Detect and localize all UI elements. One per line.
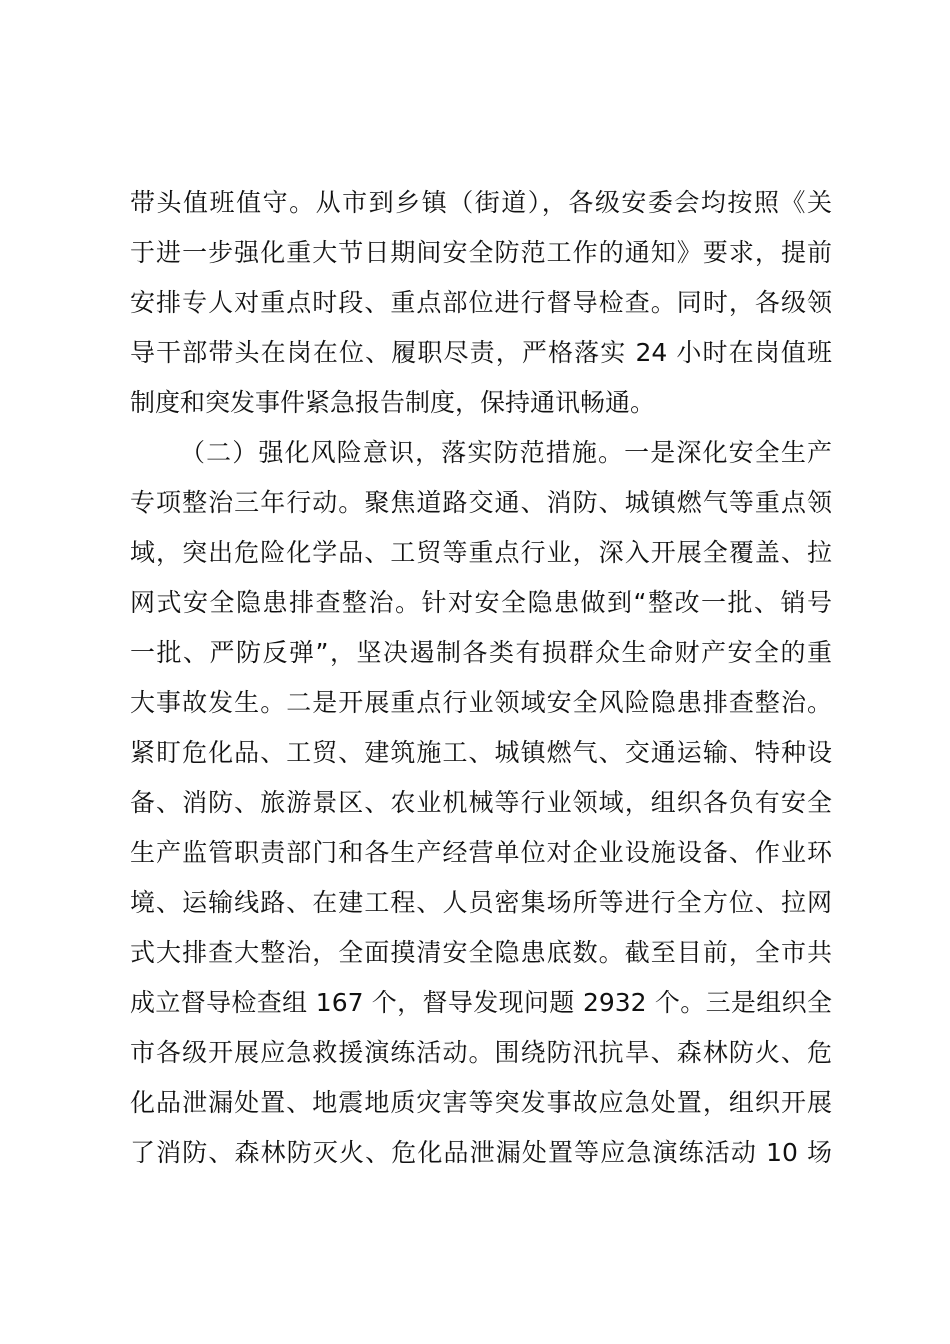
text-line: 紧盯危化品、工贸、建筑施工、城镇燃气、交通运输、特种设 <box>130 738 832 767</box>
text-line: 成立督导检查组 167 个，督导发现问题 2932 个。三是组织全 <box>130 988 832 1017</box>
text-line: 化品泄漏处置、地震地质灾害等突发事故应急处置，组织开展 <box>130 1088 832 1117</box>
text-line: 备、消防、旅游景区、农业机械等行业领域，组织各负有安全 <box>130 788 832 817</box>
text-line: 生产监管职责部门和各生产经营单位对企业设施设备、作业环 <box>130 838 832 867</box>
text-line: 市各级开展应急救援演练活动。围绕防汛抗旱、森林防火、危 <box>130 1038 832 1067</box>
text-line: 制度和突发事件紧急报告制度，保持通讯畅通。 <box>130 388 656 417</box>
text-line: 专项整治三年行动。聚焦道路交通、消防、城镇燃气等重点领 <box>130 488 832 517</box>
text-line: 导干部带头在岗在位、履职尽责，严格落实 24 小时在岗值班 <box>130 338 832 367</box>
text-line: 安排专人对重点时段、重点部位进行督导检查。同时，各级领 <box>130 288 832 317</box>
text-line: 了消防、森林防灭火、危化品泄漏处置等应急演练活动 10 场 <box>130 1138 832 1167</box>
text-line: 网式安全隐患排查整治。针对安全隐患做到“整改一批、销号 <box>130 588 832 617</box>
text-line: 一批、严防反弹”，坚决遏制各类有损群众生命财产安全的重 <box>130 638 832 667</box>
text-line: 大事故发生。二是开展重点行业领域安全风险隐患排查整治。 <box>130 688 832 717</box>
text-line: 域，突出危险化学品、工贸等重点行业，深入开展全覆盖、拉 <box>130 538 832 567</box>
text-line: 式大排查大整治，全面摸清安全隐患底数。截至目前，全市共 <box>130 938 832 967</box>
document-body <box>130 178 832 1178</box>
text-line: 境、运输线路、在建工程、人员密集场所等进行全方位、拉网 <box>130 888 832 917</box>
text-line: 带头值班值守。从市到乡镇（街道），各级安委会均按照《关 <box>130 188 832 217</box>
text-line: 于进一步强化重大节日期间安全防范工作的通知》要求，提前 <box>130 238 832 267</box>
section-heading-line: （二）强化风险意识，落实防范措施。一是深化安全生产 <box>180 438 832 467</box>
